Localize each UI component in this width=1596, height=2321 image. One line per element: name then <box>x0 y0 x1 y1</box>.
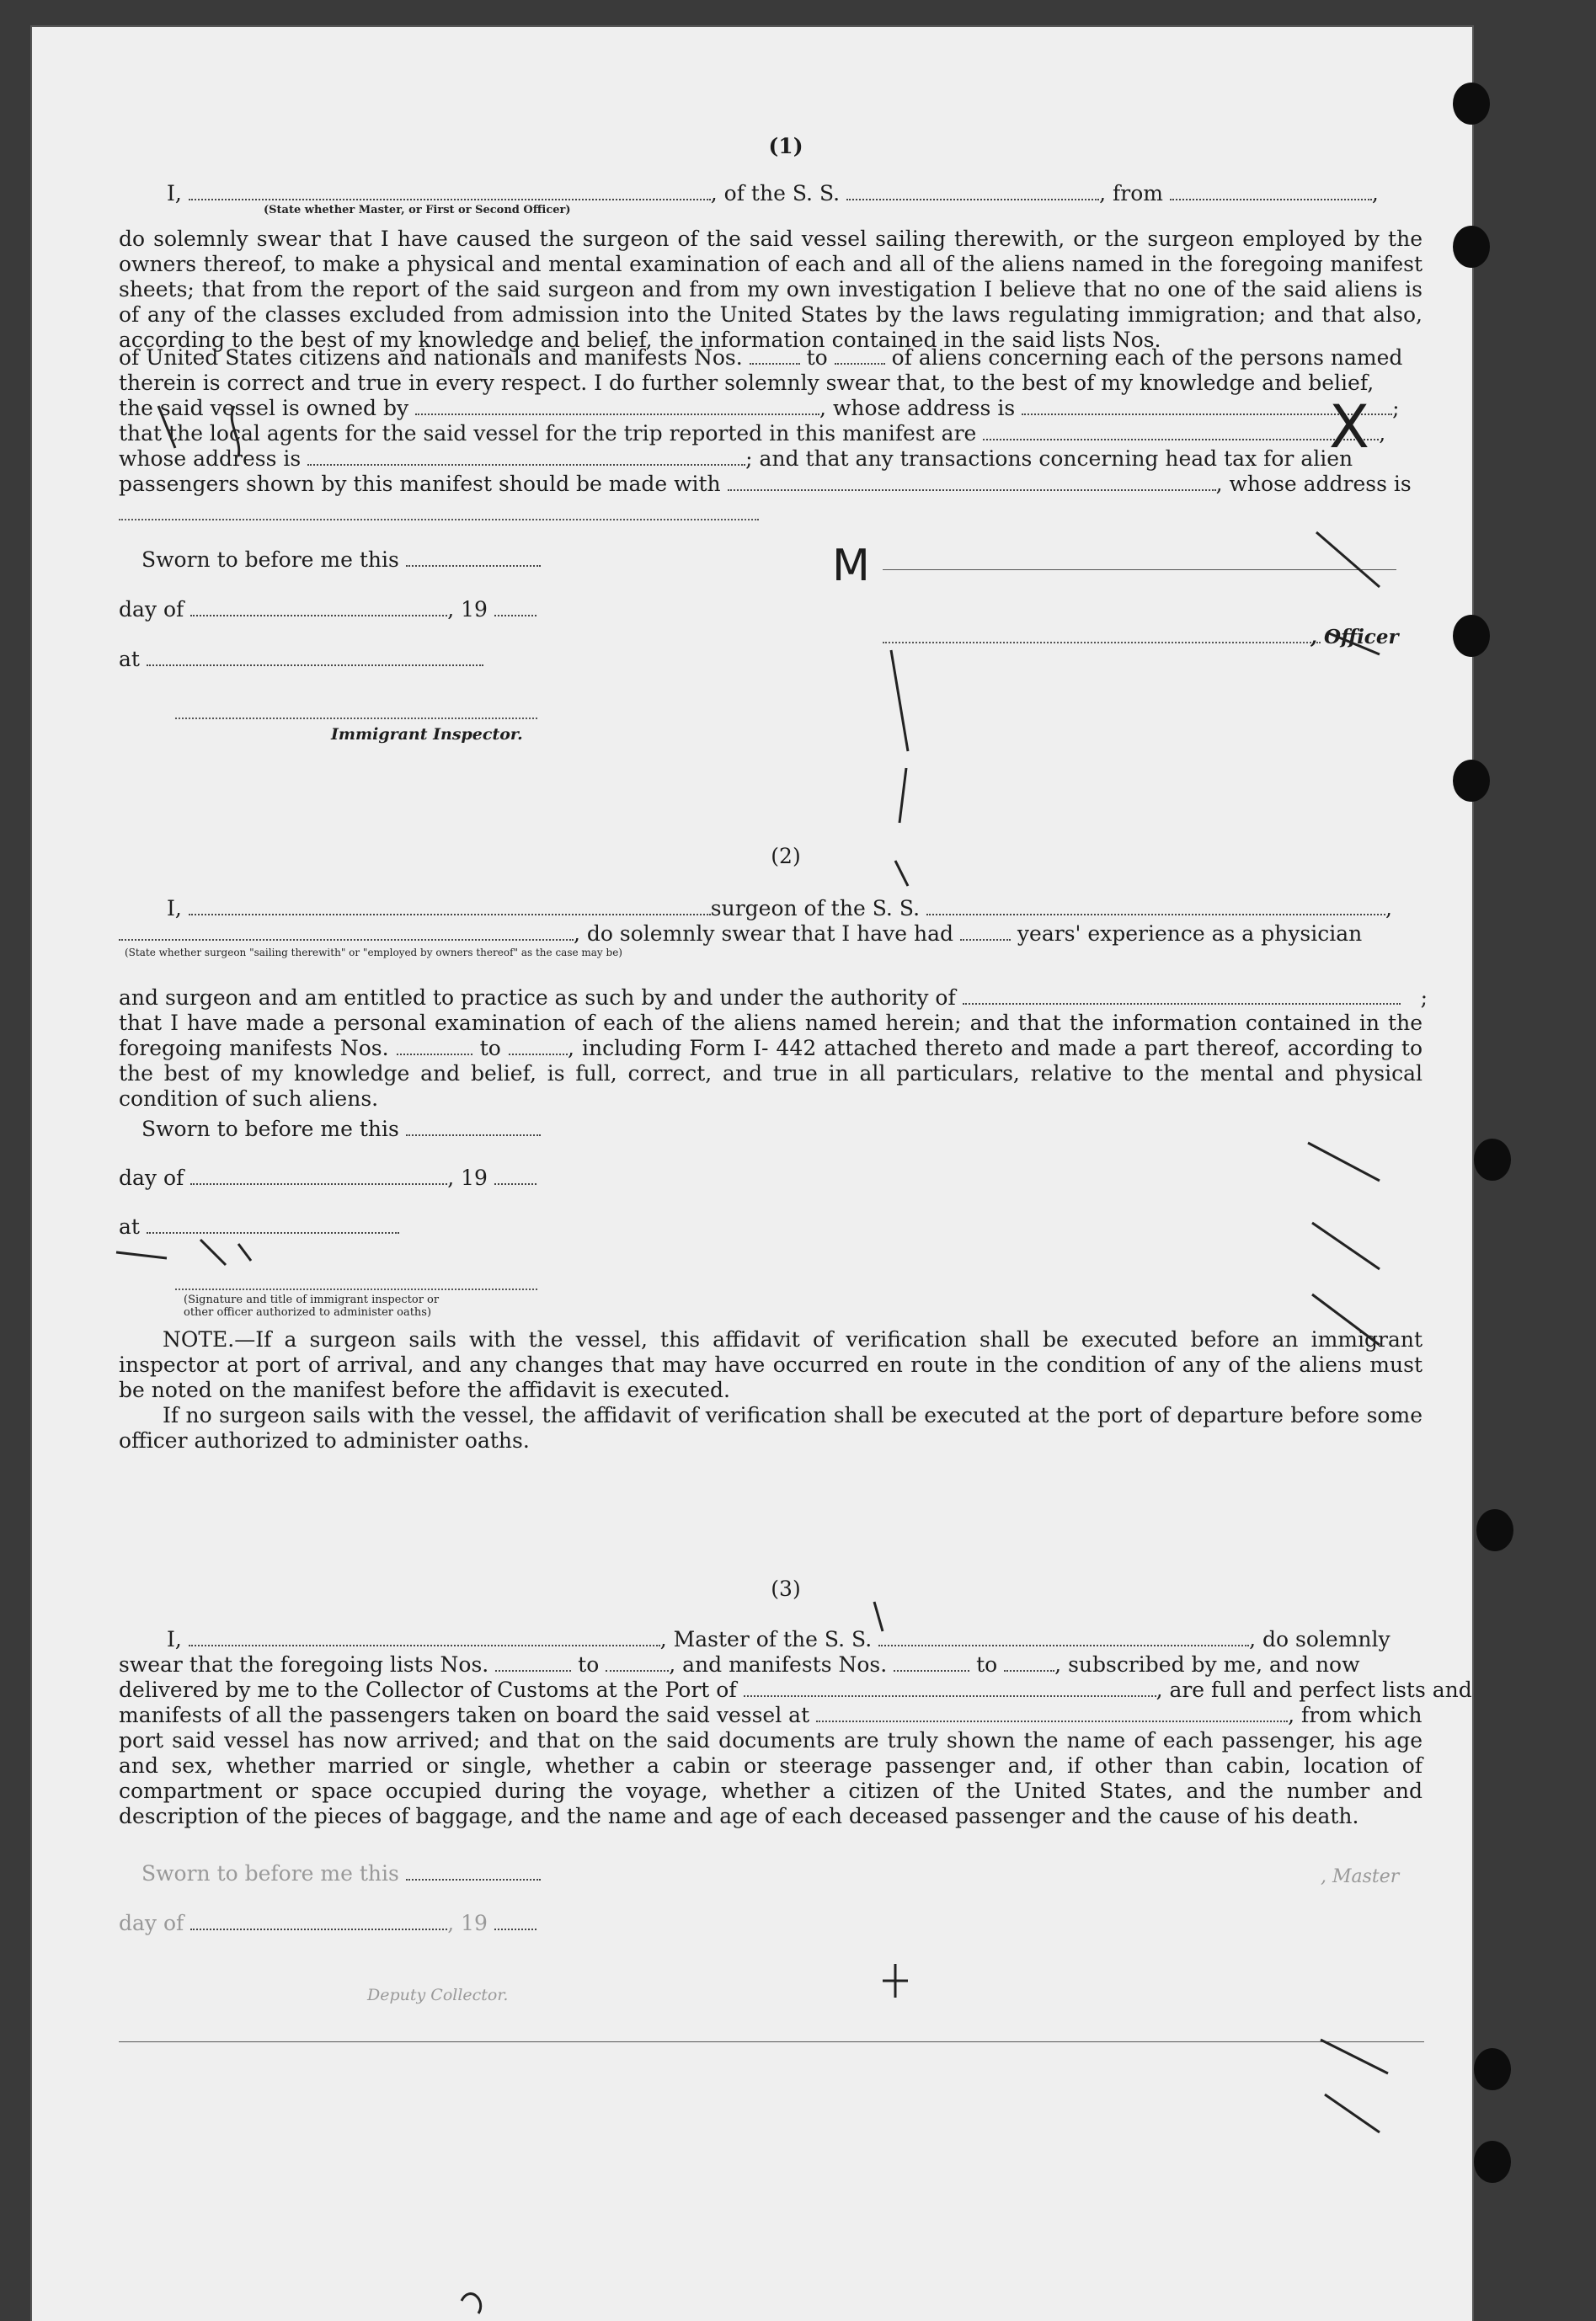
document-page <box>32 27 1472 2321</box>
vertical-tick <box>895 861 908 886</box>
punch-hole <box>1474 1139 1511 1181</box>
note-2: If no surgeon sails with the vessel, the affidavit of verification shall be executed at the port of departure before some officer authorized to administer oaths. <box>119 1403 1423 1453</box>
section-3-paragraph: port said vessel has now arrived; and that on the said documents are truly shown the name of each passenger, his age and sex, whether married or single, whether a cabin or steerage passenger and, if other than cabin, location of compartment or space occupied during the voyage, whether a citizen of the United States, and the number and description of the pieces of baggage, and the name and age of each deceased passenger and the cause of his death. <box>119 1728 1423 1828</box>
punch-hole <box>1474 2048 1511 2090</box>
section-3-number: (3) <box>771 1577 801 1601</box>
surgeon-of-label: surgeon of the S. S. <box>710 896 921 920</box>
diagonal-stroke <box>1325 2094 1380 2132</box>
note-label: NOTE. <box>163 1327 235 1352</box>
whose-address-label-2: whose address is <box>119 446 302 471</box>
section-1-line-1: I, , of the S. S. , from , <box>167 181 1379 205</box>
passengers-label: passengers shown by this manifest should be made with <box>119 472 721 496</box>
manifests-all-label: manifests of all the passengers taken on board the said vessel at <box>119 1703 810 1727</box>
vertical-tick <box>874 1602 883 1631</box>
delivered-label: delivered by me to the Collector of Customs at the Port of <box>119 1678 737 1702</box>
owned-by-line: the said vessel is owned by , whose address is ; <box>119 396 1400 420</box>
margin-scribble <box>116 1240 251 1265</box>
year-label: , 19 <box>447 597 488 622</box>
section-2-line-1: I, surgeon of the S. S. , <box>167 896 1392 920</box>
inspector-caption: Immigrant Inspector. <box>331 725 523 744</box>
surgeon-caption: (State whether surgeon "sailing therewith" or "employed by owners thereof" as the case may be) <box>125 947 622 958</box>
from-which-label: , from which <box>1288 1703 1423 1727</box>
diagonal-stroke <box>1308 1143 1380 1181</box>
from-label: , from <box>1099 181 1163 205</box>
and-manifests-label: , and manifests Nos. <box>669 1652 888 1677</box>
whose-address-label-3: , whose address is <box>1215 472 1412 496</box>
to-label: to <box>806 345 828 370</box>
years-label: years' experience as a physician <box>1017 921 1363 946</box>
to-label-3: to <box>578 1652 600 1677</box>
signature-caption-1: (Signature and title of immigrant inspector or <box>184 1294 440 1306</box>
day-of-label: day of <box>119 597 184 622</box>
aliens-label: of aliens concerning each of the persons named <box>891 345 1403 370</box>
section-1-paragraph: do solemnly swear that I have caused the surgeon of the said vessel sailing therewith, or the surgeon employed by the owners thereof, to make a physical and mental examination of each and all of the aliens named in the foregoing manifest sheets; that from the report of the said surgeon and from my own investigation I believe that no one of the said aliens is of any of the classes excluded from admission into the United States by the laws regulating immigration; and that also, according to the best of my knowledge and belief, the information contained in the said lists Nos. <box>119 227 1423 352</box>
year-label-3: , 19 <box>447 1911 488 1935</box>
form-i442-text: , including Form I- 442 attached thereto and made a part thereof, according to the best of my knowledge and belief, is full, correct, and true in all particulars, relative to the mental and physical condition of such aliens. <box>119 1036 1423 1111</box>
solemnly-label: , do solemnly <box>1249 1627 1390 1651</box>
diagonal-stroke <box>1312 1223 1380 1269</box>
handwritten-m: M <box>832 541 870 591</box>
master-of-label: , Master of the S. S. <box>659 1627 873 1651</box>
sworn-label-2: Sworn to before me this <box>141 1117 399 1141</box>
officer-label: , Officer <box>1310 626 1399 648</box>
swear-label: , do solemnly swear that I have had <box>574 921 954 946</box>
owned-by-label: the said vessel is owned by <box>119 396 409 420</box>
full-perfect-label: , are full and perfect lists and <box>1156 1678 1472 1702</box>
head-tax-label: ; and that any transactions concerning head tax for alien <box>745 446 1353 471</box>
citizens-label: of United States citizens and nationals and manifests Nos. <box>119 345 743 370</box>
practice-label: and surgeon and am entitled to practice as such by and under the authority of <box>119 985 956 1010</box>
day-of-label-3: day of <box>119 1911 184 1935</box>
section-2-number: (2) <box>771 844 801 868</box>
at-label-2: at <box>119 1214 140 1239</box>
handwritten-x: X <box>1329 392 1369 462</box>
local-agents-label: that the local agents for the said vessel for the trip reported in this manifest are <box>119 421 977 446</box>
diagonal-stroke <box>1329 633 1380 654</box>
of-ss-label: , of the S. S. <box>710 181 841 205</box>
to-label-2: to <box>479 1036 501 1060</box>
sworn-label: Sworn to before me this <box>141 547 399 572</box>
examination-text: that I have made a personal examination of each of the aliens named herein; and that the information contained in the foregoing manifests Nos. <box>119 1011 1423 1060</box>
signature-caption-2: other officer authorized to administer oaths) <box>184 1306 432 1319</box>
diagonal-stroke <box>1312 1294 1380 1345</box>
subscribed-label: , subscribed by me, and now <box>1054 1652 1360 1677</box>
deputy-collector-label: Deputy Collector. <box>367 1986 509 2004</box>
swear-lists-label: swear that the foregoing lists Nos. <box>119 1652 489 1677</box>
punch-hole <box>1474 2141 1511 2183</box>
lead-i: I, <box>167 181 182 205</box>
correct-line: therein is correct and true in every respect. I do further solemnly swear that, to the best of my knowledge and belief, <box>119 371 1374 395</box>
officer-caption: (State whether Master, or First or Second Officer) <box>264 204 571 216</box>
diagonal-stroke <box>1321 2040 1388 2073</box>
year-label-2: , 19 <box>447 1166 488 1190</box>
vertical-tick <box>891 650 908 751</box>
vertical-tick <box>899 768 906 823</box>
margin-stroke <box>158 406 175 448</box>
day-of-label-2: day of <box>119 1166 184 1190</box>
margin-stroke <box>232 406 239 456</box>
whose-address-label: , whose address is <box>819 396 1016 420</box>
section-1-number: (1) <box>768 134 803 158</box>
semicolon: ; <box>1420 985 1428 1010</box>
master-label: , Master <box>1321 1866 1400 1887</box>
lead-i-2: I, <box>167 896 182 920</box>
sworn-label-3: Sworn to before me this <box>141 1861 399 1886</box>
to-label-4: to <box>976 1652 998 1677</box>
diagonal-stroke <box>1316 532 1380 587</box>
lead-i-3: I, <box>167 1627 182 1651</box>
bottom-scribble <box>462 2294 481 2313</box>
at-label: at <box>119 647 140 671</box>
note-1-text: —If a surgeon sails with the vessel, this affidavit of verification shall be executed before an immigrant inspector at port of arrival, and any changes that may have occurred en route in the condition of any of the aliens must be noted on the manifest before the affidavit is executed. <box>119 1327 1423 1402</box>
handwritten-strokes <box>32 27 1472 2321</box>
local-agents-line: that the local agents for the said vessel for the trip reported in this manifest are , <box>119 421 1386 446</box>
punch-hole <box>1476 1509 1513 1551</box>
vertical-tick <box>883 1964 908 1998</box>
